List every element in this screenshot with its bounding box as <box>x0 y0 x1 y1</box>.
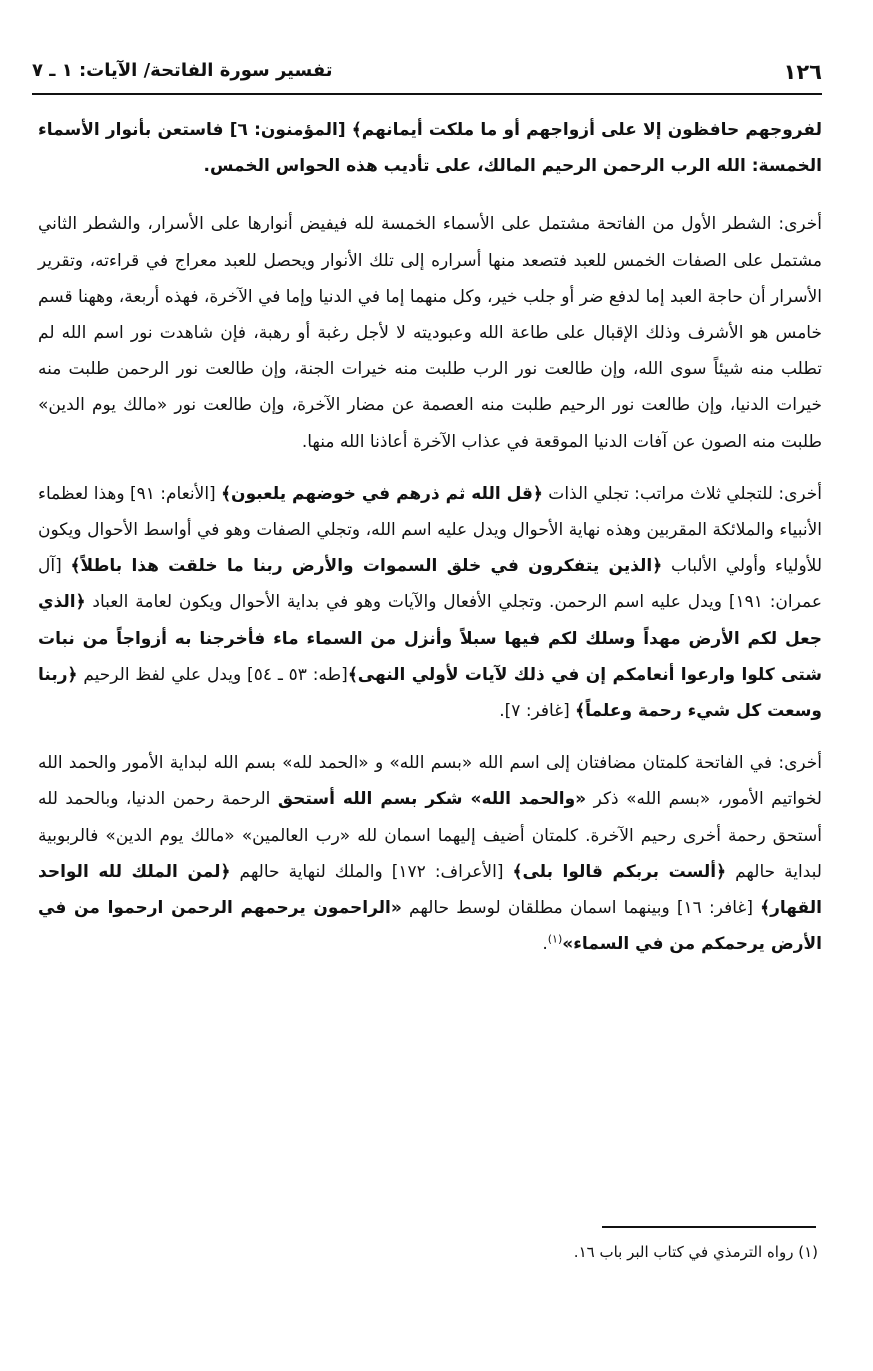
paragraph-4-text-1: أخرى: في الفاتحة كلمتان مضافتان إلى اسم الله «بسم الله» و «الحمد لله» بسم الله لبداية الأمور والحمد الله لخواتيم الأمور، «بسم الله» ذكر <box>38 753 822 810</box>
paragraph-4-hadith-quote: «الراحمون يرحمهم الرحمن ارحموا من في الأرض يرحمكم من في السماء» <box>38 898 822 955</box>
paragraph-3-quran-quote-2: ﴿الذين يتفكرون في خلق السموات والأرض ربنا ما خلقت هذا باطلاً﴾ <box>70 556 663 577</box>
header-rule <box>32 93 822 95</box>
paragraph-3 <box>38 476 822 729</box>
paragraph-3-quran-quote-3: ﴿الذي جعل لكم الأرض مهداً وسلك لكم فيها سبلاً وأنزل من السماء ماء فأخرجنا به أزواجاً من نبات شتى كلوا وارعوا أنعامكم إن في ذلك لآيات لأولي النهى﴾ <box>38 592 822 685</box>
paragraph-3-text-4: [طه: ٥٣ ـ ٥٤] ويدل علي لفظ الرحيم <box>77 664 348 685</box>
paragraph-1 <box>38 112 822 184</box>
paragraph-3-text-3: [آل عمران: ١٩١] ويدل عليه اسم الرحمن. وتجلي الأفعال والآيات وهو في بداية الأحوال ويكون لعامة العباد <box>38 556 822 613</box>
footnote: (١) رواه الترمذي في كتاب البر باب ١٦. <box>573 1243 818 1261</box>
paragraph-4-quran-quote-2: ﴿لمن الملك لله الواحد القهار﴾ <box>38 861 822 919</box>
paragraph-3-text-1: أخرى: للتجلي ثلاث مراتب: تجلي الذات <box>542 483 822 504</box>
paragraph-3-text-5: [غافر: ٧]. <box>499 701 576 722</box>
paragraph-4-text-4: [غافر: ١٦] وبينهما اسمان مطلقان لوسط حالهم <box>401 898 761 919</box>
footnote-reference: (١) <box>547 932 563 946</box>
paragraph-3-quran-quote-1: ﴿قل الله ثم ذرهم في خوضهم يلعبون﴾ <box>221 483 543 504</box>
paragraph-4-text-3: [الأعراف: ١٧٢] والملك لنهاية حالهم <box>230 861 513 882</box>
paragraph-2 <box>38 206 822 459</box>
body-text <box>38 112 822 978</box>
page-header <box>32 52 822 92</box>
paragraph-3-text-2: [الأنعام: ٩١] وهذا لعظماء الأنبياء والملائكة المقربين وهذه نهاية الأحوال ويدل عليه اسم الله، وتجلي الصفات وهو في أواسط الأحوال ويكون للأولياء وأولي الألباب <box>38 483 822 577</box>
paragraph-4-quran-quote-1: ﴿ألست بربكم قالوا بلى﴾ <box>512 861 727 882</box>
paragraph-4-text-5: . <box>542 934 548 955</box>
paragraph-2-text: أخرى: الشطر الأول من الفاتحة مشتمل على الأسماء الخمسة لله فيفيض أنوارها على الأسرار، والشطر الثاني مشتمل على الصفات الخمس للعبد فتصعد منها أسراره إلى تلك الأنوار ويحصل للعبد معراج في قراءته، وتقرير الأسرار أن حاجة العبد إما لدفع ضر أو جلب خير، وكل منهما إما في الدنيا وإما في الآخرة، فهذه أربعة، وههنا قسم خامس هو الأشرف وذلك الإقبال على طاعة الله وعبوديته لا لأجل رغبة أو رهبة، فإن شاهدت نور اسم الله لم تطلب منه شيئاً سوى الله، وإن طالعت نور الرب طلبت منه خيرات الجنة، وإن طالعت نور الرحمن طلبت منه خيرات الدنيا، وإن طالعت نور الرحيم طلبت منه العصمة عن مضار الآخرة، وإن طالعت نور «مالك يوم الدين» طلبت منه الصون عن آفات الدنيا الموقعة في عذاب الآخرة أعاذنا الله منها. <box>38 214 822 452</box>
page-number: ١٢٦ <box>783 60 822 84</box>
paragraph-1-bold: لفروجهم حافظون إلا على أزواجهم أو ما ملكت أيمانهم﴾ [المؤمنون: ٦] فاستعن بأنوار الأسماء الخمسة: الله الرب الرحمن الرحيم المالك، على تأديب هذه الحواس الخمس. <box>38 120 822 177</box>
paragraph-4-bold-1: «والحمد الله» شكر بسم الله أستحق <box>277 789 587 810</box>
paragraph-4 <box>38 745 822 962</box>
paragraph-4-text-2: الرحمة رحمن الدنيا، وبالحمد لله أستحق رحمة أخرى رحيم الآخرة. كلمتان أضيف إليهما اسمان لله «رب العالمين» «مالك يوم الدين» فالربوبية لبداية حالهم <box>38 789 822 882</box>
footnote-rule <box>602 1226 816 1228</box>
paragraph-3-quran-quote-4: ﴿ربنا وسعت كل شيء رحمة وعلماً﴾ <box>38 664 822 722</box>
running-title: تفسير سورة الفاتحة/ الآيات: ١ ـ ٧ <box>32 60 333 81</box>
